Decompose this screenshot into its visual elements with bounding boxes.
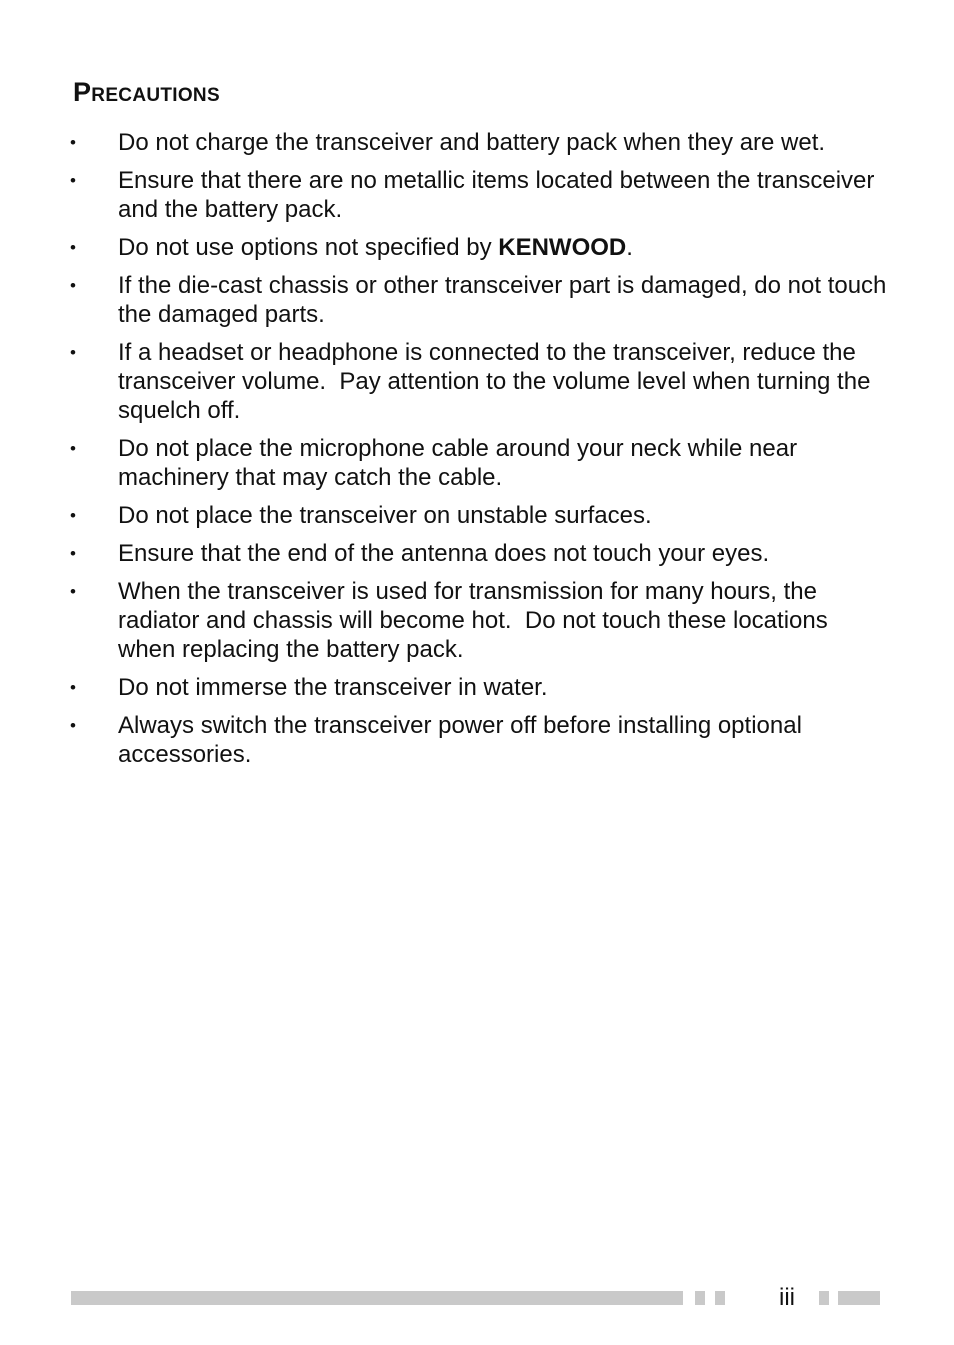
footer-bar — [71, 1291, 683, 1305]
list-item — [70, 434, 890, 492]
list-item — [70, 233, 890, 262]
bullet: • — [70, 238, 76, 257]
precaution-text: If the die-cast chassis or other transceiver part is damaged, do not touch the damaged parts. — [118, 272, 887, 328]
precaution-text: Do not charge the transceiver and battery pack when they are wet. — [118, 129, 826, 156]
footer-bar — [838, 1291, 880, 1305]
precaution-text: Do not place the microphone cable around your neck while near machinery that may catch the cable. — [118, 435, 798, 491]
bullet: • — [70, 582, 76, 601]
list-item — [70, 271, 890, 329]
footer-square — [819, 1291, 829, 1305]
list-item — [70, 711, 890, 769]
bullet: • — [70, 133, 76, 152]
precaution-text: Do not use options not specified by — [118, 234, 499, 261]
list-item — [70, 501, 890, 530]
bullet: • — [70, 716, 76, 735]
precaution-text: Always switch the transceiver power off before installing optional accessories. — [118, 712, 802, 768]
footer-square — [715, 1291, 725, 1305]
bullet: • — [70, 506, 76, 525]
precaution-list — [70, 128, 890, 778]
list-item — [70, 539, 890, 568]
bullet: • — [70, 276, 76, 295]
bullet: • — [70, 678, 76, 697]
precaution-text: Do not place the transceiver on unstable surfaces. — [118, 502, 652, 529]
list-item — [70, 166, 890, 224]
page-number: iii — [779, 1284, 795, 1311]
precaution-text: When the transceiver is used for transmission for many hours, the radiator and chassis will become hot. Do not touch these locations when replacing the battery pack. — [118, 578, 835, 663]
brand-name: KENWOOD — [498, 234, 627, 261]
list-item — [70, 128, 890, 157]
footer-square — [695, 1291, 705, 1305]
precaution-text: Do not immerse the transceiver in water. — [118, 674, 548, 701]
precaution-text: Ensure that there are no metallic items located between the transceiver and the battery pack. — [118, 167, 875, 223]
list-item — [70, 673, 890, 702]
precaution-text: If a headset or headphone is connected to the transceiver, reduce the transceiver volume. Pay attention to the volume level when turning the squelch off. — [118, 339, 878, 424]
bullet: • — [70, 544, 76, 563]
bullet: • — [70, 439, 76, 458]
page-footer — [0, 1280, 954, 1320]
bullet: • — [70, 171, 76, 190]
precaution-text: Ensure that the end of the antenna does not touch your eyes. — [118, 540, 770, 567]
list-item — [70, 577, 890, 664]
bullet: • — [70, 343, 76, 362]
list-item — [70, 338, 890, 425]
precaution-text-end: . — [626, 234, 633, 261]
page-title: Precautions — [73, 77, 220, 107]
